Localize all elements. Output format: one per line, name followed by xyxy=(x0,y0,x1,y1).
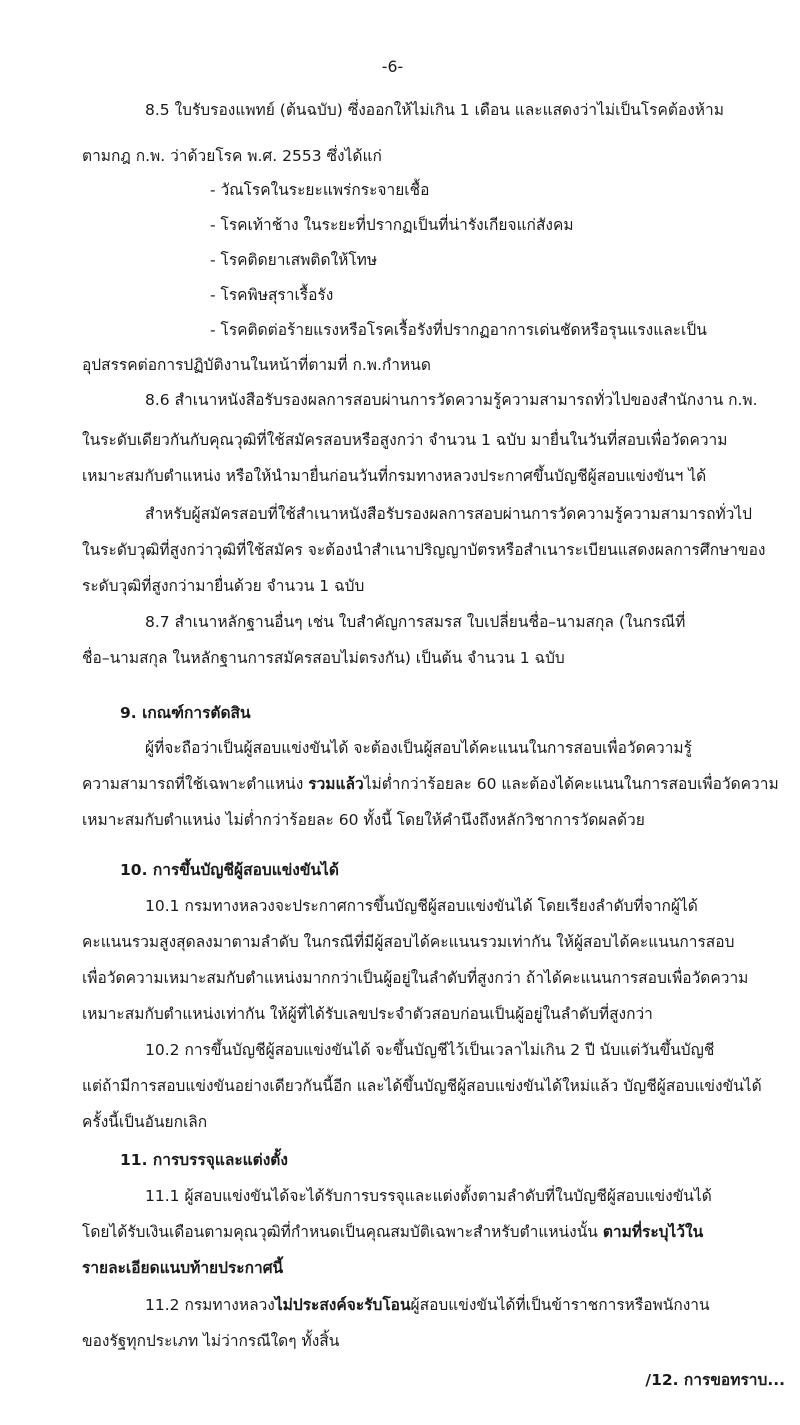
list-item: - โรคติดต่อร้ายแรงหรือโรคเรื้อรังที่ปรากฏอาการเด่นชัดหรือรุนแรงและเป็น xyxy=(210,321,707,339)
text-line: 8.5 ใบรับรองแพทย์ (ต้นฉบับ) ซึ่งออกให้ไม่เกิน 1 เดือน และแสดงว่าไม่เป็นโรคต้องห้าม xyxy=(145,101,724,119)
text-line xyxy=(82,1222,703,1242)
bold-span: ไม่ประสงค์จะรับโอน xyxy=(274,1296,411,1314)
text-line: รายละเอียดแนบท้ายประกาศนี้ xyxy=(82,1259,284,1277)
text-line: 10.2 การขึ้นบัญชีผู้สอบแข่งขันได้ จะขึ้นบัญชีไว้เป็นเวลาไม่เกิน 2 ปี นับแต่วันขึ้นบัญชี xyxy=(145,1041,715,1059)
text-line: 10.1 กรมทางหลวงจะประกาศการขึ้นบัญชีผู้สอบแข่งขันได้ โดยเรียงลำดับที่จากผู้ได้ xyxy=(145,897,698,915)
text-line: ในระดับวุฒิที่สูงกว่าวุฒิที่ใช้สมัคร จะต้องนำสำเนาปริญญาบัตรหรือสำเนาระเบียนแสดงผลการศึกษาของ xyxy=(82,541,766,559)
text-line: 8.6 สำเนาหนังสือรับรองผลการสอบผ่านการวัดความรู้ความสามารถทั่วไปของสำนักงาน ก.พ. xyxy=(145,391,758,409)
text-line: อุปสรรคต่อการปฏิบัติงานในหน้าที่ตามที่ ก.พ.กำหนด xyxy=(82,356,431,374)
list-item: - โรคพิษสุราเรื้อรัง xyxy=(210,286,334,304)
page-number: -6- xyxy=(381,57,404,76)
text-line: ในระดับเดียวกันกับคุณวุฒิที่ใช้สมัครสอบหรือสูงกว่า จำนวน 1 ฉบับ มายื่นในวันที่สอบเพื่อวัดความ xyxy=(82,431,728,449)
text-line: 8.7 สำเนาหลักฐานอื่นๆ เช่น ใบสำคัญการสมรส ใบเปลี่ยนชื่อ–นามสกุล (ในกรณีที่ xyxy=(145,613,686,631)
bold-span: รวมแล้ว xyxy=(308,775,364,793)
text-span: ผู้สอบแข่งขันได้ที่เป็นข้าราชการหรือพนักงาน xyxy=(410,1296,710,1314)
text-line: ชื่อ–นามสกุล ในหลักฐานการสมัครสอบไม่ตรงกัน) เป็นต้น จำนวน 1 ฉบับ xyxy=(82,649,565,667)
text-line: เหมาะสมกับตำแหน่ง หรือให้นำมายื่นก่อนวันที่กรมทางหลวงประกาศขึ้นบัญชีผู้สอบแข่งขันฯ ได้ xyxy=(82,467,707,485)
continuation-note: /12. การขอทราบ... xyxy=(645,1371,785,1389)
list-item: - วัณโรคในระยะแพร่กระจายเชื้อ xyxy=(210,181,430,199)
section-heading: 9. เกณฑ์การตัดสิน xyxy=(120,704,251,722)
text-line: ระดับวุฒิที่สูงกว่ามายื่นด้วย จำนวน 1 ฉบับ xyxy=(82,577,365,595)
text-line: ของรัฐทุกประเภท ไม่ว่ากรณีใดๆ ทั้งสิ้น xyxy=(82,1332,340,1350)
text-line: สำหรับผู้สมัครสอบที่ใช้สำเนาหนังสือรับรองผลการสอบผ่านการวัดความรู้ความสามารถทั่วไป xyxy=(145,505,753,523)
list-item: - โรคเท้าช้าง ในระยะที่ปรากฏเป็นที่น่ารังเกียจแก่สังคม xyxy=(210,216,574,234)
text-span: โดยได้รับเงินเดือนตามคุณวุฒิที่กำหนดเป็นคุณสมบัติเฉพาะสำหรับตำแหน่งนั้น xyxy=(82,1223,603,1241)
text-line xyxy=(82,774,779,794)
text-line: 11.1 ผู้สอบแข่งขันได้จะได้รับการบรรจุและแต่งตั้งตามลำดับที่ในบัญชีผู้สอบแข่งขันได้ xyxy=(145,1187,712,1205)
text-line: ผู้ที่จะถือว่าเป็นผู้สอบแข่งขันได้ จะต้องเป็นผู้สอบได้คะแนนในการสอบเพื่อวัดความรู้ xyxy=(145,739,692,757)
text-span: ความสามารถที่ใช้เฉพาะตำแหน่ง xyxy=(82,775,309,793)
text-span: ไม่ต่ำกว่าร้อยละ 60 และต้องได้คะแนนในการสอบเพื่อวัดความ xyxy=(363,775,779,793)
text-line: ครั้งนี้เป็นอันยกเลิก xyxy=(82,1113,208,1131)
text-line: เหมาะสมกับตำแหน่ง ไม่ต่ำกว่าร้อยละ 60 ทั้งนี้ โดยให้คำนึงถึงหลักวิชาการวัดผลด้วย xyxy=(82,811,645,829)
text-line: แต่ถ้ามีการสอบแข่งขันอย่างเดียวกันนี้อีก และได้ขึ้นบัญชีผู้สอบแข่งขันได้ใหม่แล้ว บัญชีผู้สอบแข่งขันได้ xyxy=(82,1077,762,1095)
text-line: ตามกฎ ก.พ. ว่าด้วยโรค พ.ศ. 2553 ซึ่งได้แก่ xyxy=(82,147,382,165)
text-line: คะแนนรวมสูงสุดลงมาตามลำดับ ในกรณีที่มีผู้สอบได้คะแนนรวมเท่ากัน ให้ผู้สอบได้คะแนนการสอบ xyxy=(82,933,735,951)
section-heading: 10. การขึ้นบัญชีผู้สอบแข่งขันได้ xyxy=(120,861,339,879)
bold-span: ตามที่ระบุไว้ใน xyxy=(602,1223,704,1241)
section-heading: 11. การบรรจุและแต่งตั้ง xyxy=(120,1151,288,1169)
text-span: 11.2 กรมทางหลวง xyxy=(145,1296,275,1314)
text-line xyxy=(145,1295,710,1315)
text-line: เหมาะสมกับตำแหน่งเท่ากัน ให้ผู้ที่ได้รับเลขประจำตัวสอบก่อนเป็นผู้อยู่ในลำดับที่สูงกว่า xyxy=(82,1005,653,1023)
list-item: - โรคติดยาเสพติดให้โทษ xyxy=(210,251,378,269)
text-line: เพื่อวัดความเหมาะสมกับตำแหน่งมากกว่าเป็นผู้อยู่ในลำดับที่สูงกว่า ถ้าได้คะแนนการสอบเพื่อวัดความ xyxy=(82,969,749,987)
